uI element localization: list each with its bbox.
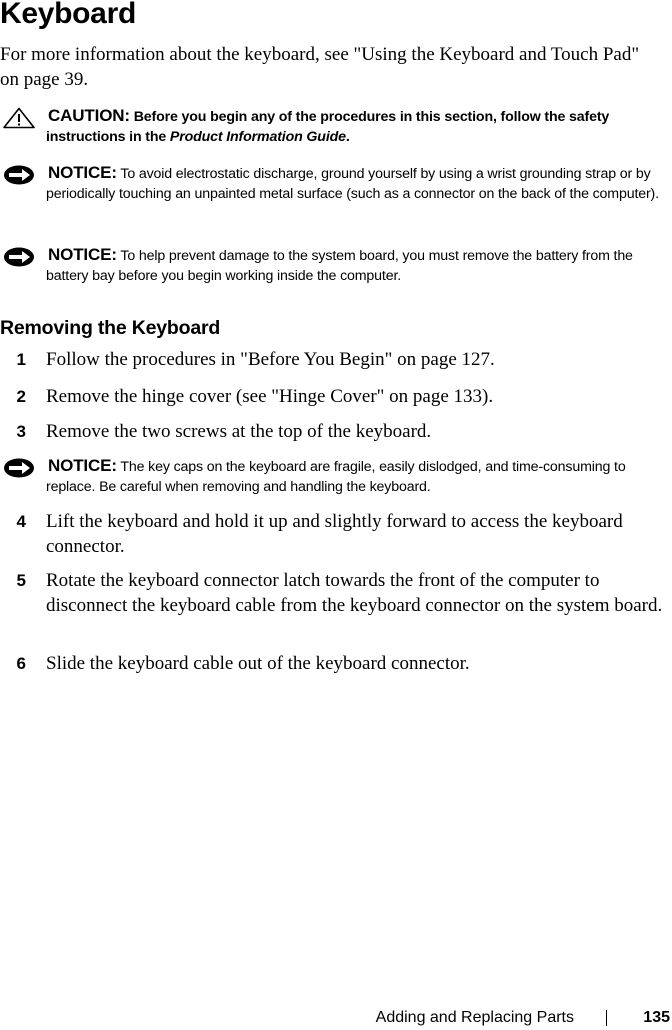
step-item [0, 347, 666, 372]
footer-section-title: Adding and Replacing Parts [375, 1009, 574, 1026]
notice-text: To avoid electrostatic discharge, ground yourself by using a wrist grounding strap or by periodically touching an unpainted metal surface (such as a connector on the back of the computer). [46, 166, 659, 202]
step-number: 3 [16, 422, 26, 441]
footer-divider [606, 1010, 607, 1026]
notice-block-keycaps [0, 456, 666, 497]
caution-label: CAUTION: [48, 106, 130, 125]
section-heading: Removing the Keyboard [0, 317, 221, 339]
step-item [0, 384, 666, 409]
notice-block-battery [0, 245, 666, 286]
step-text: Remove the hinge cover (see "Hinge Cover" on page 133). [46, 386, 494, 407]
notice-body [46, 245, 666, 286]
caution-text: Before you begin any of the procedures in this section, follow the safety instructions in the [46, 109, 610, 145]
step-text: Lift the keyboard and hold it up and slightly forward to access the keyboard connector. [46, 511, 623, 557]
step-text: Follow the procedures in "Before You Begin" on page 127. [46, 349, 495, 370]
notice-label: NOTICE: [48, 456, 117, 475]
step-item [0, 419, 666, 444]
caution-body [46, 106, 666, 147]
caution-triangle-icon [2, 107, 36, 129]
step-number: 1 [16, 350, 26, 369]
step-text: Slide the keyboard cable out of the keyboard connector. [46, 653, 470, 674]
step-item [0, 568, 666, 618]
notice-label: NOTICE: [48, 163, 117, 182]
intro-paragraph: For more information about the keyboard, see "Using the Keyboard and Touch Pad" on page 39. [0, 44, 640, 90]
page-number: 135 [643, 1009, 670, 1026]
notice-text: To help prevent damage to the system board, you must remove the battery from the battery bay before you begin working inside the computer. [46, 248, 633, 284]
page-footer [0, 1006, 672, 1030]
notice-arrow-icon [2, 457, 36, 479]
step-item [0, 509, 666, 559]
caution-italic: Product Information Guide [169, 129, 346, 145]
notice-label: NOTICE: [48, 245, 117, 264]
notice-body [46, 163, 666, 204]
step-text: Rotate the keyboard connector latch towards the front of the computer to disconnect the keyboard cable from the keyboard connector on the system board. [46, 570, 663, 616]
notice-body [46, 456, 666, 497]
notice-arrow-icon [2, 246, 36, 268]
step-number: 6 [16, 654, 26, 673]
step-number: 5 [16, 571, 26, 590]
notice-block-esd [0, 163, 666, 204]
page-title: Keyboard [0, 0, 136, 30]
caution-block [0, 106, 666, 147]
step-number: 2 [16, 387, 26, 406]
caution-text-end: . [345, 129, 350, 145]
step-text: Remove the two screws at the top of the keyboard. [46, 421, 432, 442]
notice-text: The key caps on the keyboard are fragile, easily dislodged, and time-consuming to replace. Be careful when removing and handling the keyboard. [46, 459, 626, 495]
step-number: 4 [16, 512, 26, 531]
notice-arrow-icon [2, 164, 36, 186]
step-item [0, 651, 666, 676]
